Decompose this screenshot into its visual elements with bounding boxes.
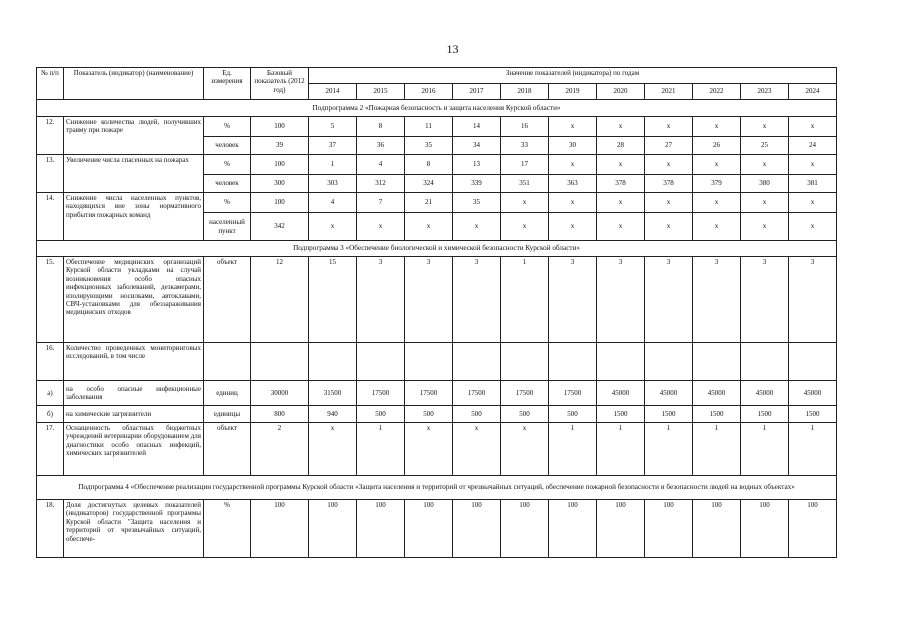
base-cell: 100 xyxy=(251,155,309,175)
value-cell: x xyxy=(789,117,837,137)
value-cell: 15 xyxy=(309,257,357,343)
row-number: б) xyxy=(37,406,64,423)
value-cell: 3 xyxy=(597,257,645,343)
header-indicator: Показатель (индикатор) (наименование) xyxy=(64,68,204,100)
value-cell: 27 xyxy=(645,137,693,155)
table-row xyxy=(37,500,837,558)
header-year: 2016 xyxy=(405,84,453,100)
value-cell: 3 xyxy=(789,257,837,343)
value-cell: 1 xyxy=(357,423,405,476)
base-cell: 12 xyxy=(251,257,309,343)
value-cell: 1 xyxy=(741,423,789,476)
subprogram-4-title: Подпрограмма 4 «Обеспечение реализации государственной программы Курской области «Защита населения и территорий от чрезвычайных ситуаций, обеспечение пожарной безопасности и безопасности людей на водных объектах» xyxy=(37,476,837,500)
row-number: 15. xyxy=(37,257,64,343)
value-cell: 3 xyxy=(405,257,453,343)
value-cell: 100 xyxy=(645,500,693,558)
value-cell: x xyxy=(597,155,645,175)
value-cell: 100 xyxy=(357,500,405,558)
value-cell: x xyxy=(357,213,405,241)
empty-cell xyxy=(789,343,837,381)
header-year: 2020 xyxy=(597,84,645,100)
value-cell: x xyxy=(501,213,549,241)
empty-cell xyxy=(453,343,501,381)
base-cell: 342 xyxy=(251,213,309,241)
value-cell: x xyxy=(741,193,789,213)
value-cell: 381 xyxy=(789,175,837,193)
value-cell: 379 xyxy=(693,175,741,193)
value-cell: 37 xyxy=(309,137,357,155)
base-cell: 100 xyxy=(251,500,309,558)
row-number: 14. xyxy=(37,193,64,241)
value-cell: 11 xyxy=(405,117,453,137)
value-cell: 17500 xyxy=(453,381,501,406)
unit-cell: населенный пункт xyxy=(204,213,251,241)
unit-cell: % xyxy=(204,500,251,558)
value-cell: x xyxy=(549,117,597,137)
value-cell: x xyxy=(693,155,741,175)
value-cell: 34 xyxy=(453,137,501,155)
value-cell: x xyxy=(453,423,501,476)
value-cell: 4 xyxy=(309,193,357,213)
unit-cell: % xyxy=(204,117,251,137)
value-cell: 7 xyxy=(357,193,405,213)
value-cell: 324 xyxy=(405,175,453,193)
value-cell: x xyxy=(741,155,789,175)
header-base: Базовый показатель (2012 год) xyxy=(251,68,309,100)
value-cell: x xyxy=(693,193,741,213)
table-row xyxy=(37,100,837,117)
table-row xyxy=(37,117,837,137)
row-number: 16. xyxy=(37,343,64,381)
value-cell: x xyxy=(789,155,837,175)
table-row xyxy=(37,257,837,343)
value-cell: 940 xyxy=(309,406,357,423)
empty-cell xyxy=(251,343,309,381)
indicator-name: Обеспечение медицинских организаций Курской области укладками на случай возникновения особо опасных инфекционных заболеваний, дезкамерами, изолирующими носилками, автоклавами, СВЧ-установками для обеззараживания медицинских отходов xyxy=(64,257,204,343)
table-row xyxy=(37,423,837,476)
table-row xyxy=(37,381,837,406)
header-year: 2021 xyxy=(645,84,693,100)
value-cell: x xyxy=(693,117,741,137)
value-cell: 13 xyxy=(453,155,501,175)
header-year: 2015 xyxy=(357,84,405,100)
value-cell: x xyxy=(549,193,597,213)
row-number: 17. xyxy=(37,423,64,476)
value-cell: 500 xyxy=(453,406,501,423)
unit-cell: % xyxy=(204,155,251,175)
value-cell: x xyxy=(549,213,597,241)
value-cell: x xyxy=(549,155,597,175)
value-cell: 500 xyxy=(501,406,549,423)
value-cell: 1 xyxy=(501,257,549,343)
value-cell: x xyxy=(597,193,645,213)
subprogram-2-title: Подпрограмма 2 «Пожарная безопасность и защита населения Курской области» xyxy=(37,100,837,117)
value-cell: 5 xyxy=(309,117,357,137)
header-year: 2018 xyxy=(501,84,549,100)
value-cell: 36 xyxy=(357,137,405,155)
value-cell: 45000 xyxy=(741,381,789,406)
indicator-name: на химические загрязнители xyxy=(64,406,204,423)
empty-cell xyxy=(204,343,251,381)
value-cell: x xyxy=(309,423,357,476)
value-cell: 100 xyxy=(453,500,501,558)
header-year: 2017 xyxy=(453,84,501,100)
value-cell: x xyxy=(453,213,501,241)
indicator-name: Количество проведенных мониторинговых исследований, в том числе xyxy=(64,343,204,381)
value-cell: 1500 xyxy=(741,406,789,423)
value-cell: 24 xyxy=(789,137,837,155)
value-cell: 380 xyxy=(741,175,789,193)
base-cell: 2 xyxy=(251,423,309,476)
value-cell: 30 xyxy=(549,137,597,155)
value-cell: x xyxy=(645,155,693,175)
value-cell: 17 xyxy=(501,155,549,175)
value-cell: x xyxy=(693,213,741,241)
value-cell: x xyxy=(405,213,453,241)
value-cell: x xyxy=(789,193,837,213)
empty-cell xyxy=(309,343,357,381)
value-cell: 1 xyxy=(597,423,645,476)
value-cell: x xyxy=(309,213,357,241)
unit-cell: объект xyxy=(204,423,251,476)
indicator-name: Доля достигнутых целевых показателей (индикаторов) государственной программы Курской области "Защита населения и территорий от чрезвычайных ситуаций, обеспече- xyxy=(64,500,204,558)
header-num: № п/п xyxy=(37,68,64,100)
value-cell: 35 xyxy=(453,193,501,213)
header-year: 2023 xyxy=(741,84,789,100)
indicator-name: Снижение числа населенных пунктов, находящихся вне зоны нормативного прибытия пожарных команд xyxy=(64,193,204,241)
value-cell: 500 xyxy=(549,406,597,423)
value-cell: 8 xyxy=(357,117,405,137)
value-cell: 1 xyxy=(789,423,837,476)
value-cell: 21 xyxy=(405,193,453,213)
table-row xyxy=(37,343,837,381)
value-cell: 363 xyxy=(549,175,597,193)
indicator-name: Снижение количества людей, получивших травму при пожаре xyxy=(64,117,204,155)
value-cell: 500 xyxy=(357,406,405,423)
row-number: 13. xyxy=(37,155,64,193)
value-cell: 303 xyxy=(309,175,357,193)
empty-cell xyxy=(549,343,597,381)
empty-cell xyxy=(501,343,549,381)
header-year: 2022 xyxy=(693,84,741,100)
indicators-table xyxy=(36,67,837,558)
value-cell: 26 xyxy=(693,137,741,155)
empty-cell xyxy=(645,343,693,381)
value-cell: 33 xyxy=(501,137,549,155)
value-cell: 500 xyxy=(405,406,453,423)
row-number: а) xyxy=(37,381,64,406)
base-cell: 100 xyxy=(251,117,309,137)
value-cell: 100 xyxy=(741,500,789,558)
value-cell: 312 xyxy=(357,175,405,193)
value-cell: 1 xyxy=(549,423,597,476)
value-cell: 17500 xyxy=(405,381,453,406)
header-values-title: Значение показателей (индикатора) по годам xyxy=(309,68,837,84)
value-cell: 3 xyxy=(549,257,597,343)
value-cell: 3 xyxy=(693,257,741,343)
value-cell: x xyxy=(501,423,549,476)
value-cell: 100 xyxy=(549,500,597,558)
value-cell: 1500 xyxy=(597,406,645,423)
value-cell: 100 xyxy=(597,500,645,558)
header-year: 2024 xyxy=(789,84,837,100)
value-cell: 45000 xyxy=(597,381,645,406)
value-cell: x xyxy=(741,213,789,241)
subprogram-3-title: Подпрограмма 3 «Обеспечение биологической и химической безопасности Курской области» xyxy=(37,241,837,257)
base-cell: 800 xyxy=(251,406,309,423)
empty-cell xyxy=(357,343,405,381)
empty-cell xyxy=(693,343,741,381)
value-cell: 35 xyxy=(405,137,453,155)
value-cell: x xyxy=(501,193,549,213)
table-row xyxy=(37,406,837,423)
row-number: 18. xyxy=(37,500,64,558)
value-cell: 378 xyxy=(597,175,645,193)
value-cell: 25 xyxy=(741,137,789,155)
value-cell: 100 xyxy=(693,500,741,558)
value-cell: x xyxy=(645,213,693,241)
table-row xyxy=(37,155,837,175)
unit-cell: единиц xyxy=(204,381,251,406)
value-cell: 1500 xyxy=(693,406,741,423)
empty-cell xyxy=(405,343,453,381)
base-cell: 300 xyxy=(251,175,309,193)
table-row xyxy=(37,241,837,257)
unit-cell: объект xyxy=(204,257,251,343)
row-number: 12. xyxy=(37,117,64,155)
value-cell: x xyxy=(645,193,693,213)
value-cell: 8 xyxy=(405,155,453,175)
base-cell: 30000 xyxy=(251,381,309,406)
table-body xyxy=(37,68,837,558)
value-cell: x xyxy=(741,117,789,137)
value-cell: 100 xyxy=(501,500,549,558)
value-cell: 45000 xyxy=(789,381,837,406)
value-cell: 1500 xyxy=(645,406,693,423)
value-cell: 31500 xyxy=(309,381,357,406)
value-cell: 100 xyxy=(309,500,357,558)
value-cell: 17500 xyxy=(357,381,405,406)
value-cell: 100 xyxy=(405,500,453,558)
value-cell: 28 xyxy=(597,137,645,155)
value-cell: 1 xyxy=(309,155,357,175)
unit-cell: единицы xyxy=(204,406,251,423)
table-row xyxy=(37,193,837,213)
indicator-name: Оснащенность областных бюджетных учреждений ветеринарии оборудованием для диагностики особо опасных инфекций, химических загрязнителей xyxy=(64,423,204,476)
base-cell: 100 xyxy=(251,193,309,213)
value-cell: 17500 xyxy=(549,381,597,406)
value-cell: 3 xyxy=(741,257,789,343)
value-cell: 1 xyxy=(645,423,693,476)
value-cell: 351 xyxy=(501,175,549,193)
value-cell: x xyxy=(789,213,837,241)
value-cell: 339 xyxy=(453,175,501,193)
unit-cell: человек xyxy=(204,175,251,193)
unit-cell: % xyxy=(204,193,251,213)
value-cell: 45000 xyxy=(645,381,693,406)
table-row xyxy=(37,68,837,84)
page-number: 13 xyxy=(446,42,459,56)
base-cell: 39 xyxy=(251,137,309,155)
unit-cell: человек xyxy=(204,137,251,155)
value-cell: 100 xyxy=(789,500,837,558)
value-cell: 1500 xyxy=(789,406,837,423)
value-cell: 1 xyxy=(693,423,741,476)
value-cell: x xyxy=(405,423,453,476)
indicator-name: Увеличение числа спасенных на пожарах xyxy=(64,155,204,193)
empty-cell xyxy=(741,343,789,381)
header-year: 2014 xyxy=(309,84,357,100)
value-cell: 3 xyxy=(645,257,693,343)
value-cell: x xyxy=(597,117,645,137)
indicator-name: на особо опасные инфекционные заболевания xyxy=(64,381,204,406)
table-row xyxy=(37,476,837,500)
header-year: 2019 xyxy=(549,84,597,100)
empty-cell xyxy=(597,343,645,381)
value-cell: 4 xyxy=(357,155,405,175)
value-cell: 14 xyxy=(453,117,501,137)
value-cell: 3 xyxy=(453,257,501,343)
value-cell: 16 xyxy=(501,117,549,137)
value-cell: x xyxy=(645,117,693,137)
value-cell: 45000 xyxy=(693,381,741,406)
value-cell: 378 xyxy=(645,175,693,193)
value-cell: x xyxy=(597,213,645,241)
header-unit: Ед. измерения xyxy=(204,68,251,100)
value-cell: 17500 xyxy=(501,381,549,406)
value-cell: 3 xyxy=(357,257,405,343)
